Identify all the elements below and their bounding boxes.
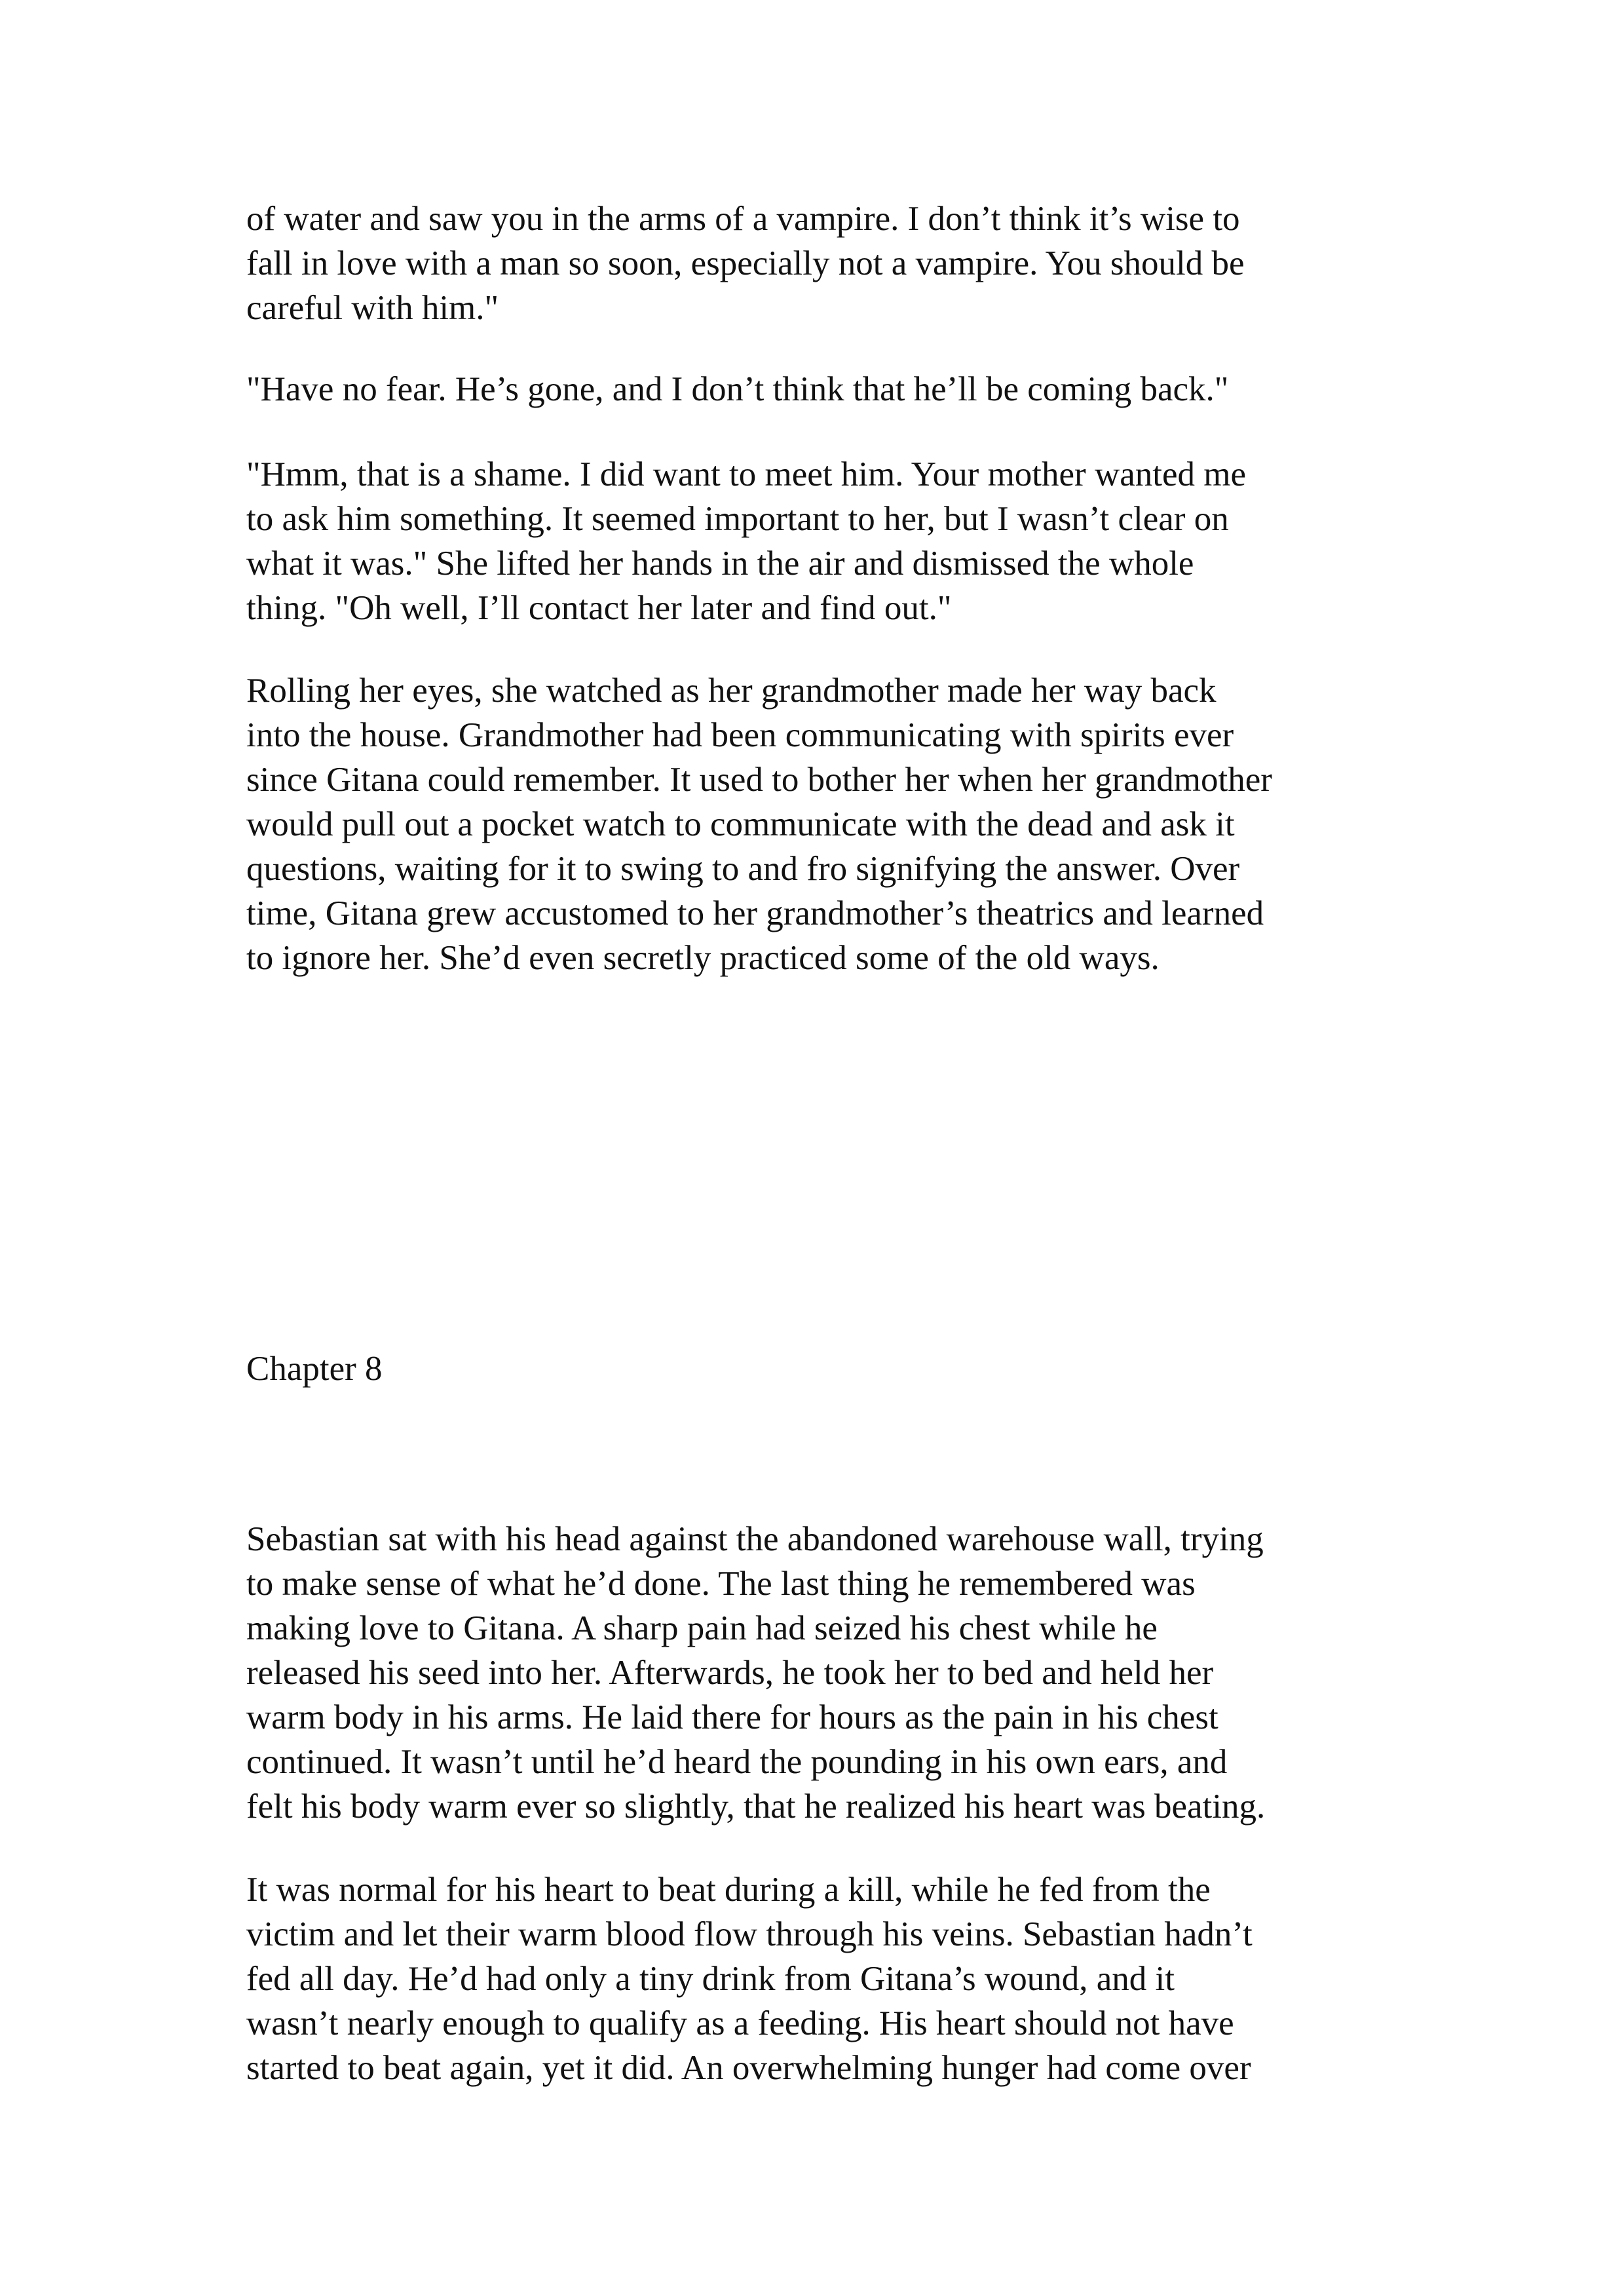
text-line: time, Gitana grew accustomed to her grandmother’s theatrics and learned	[246, 894, 1264, 932]
text-line: of water and saw you in the arms of a vampire. I don’t think it’s wise to	[246, 200, 1240, 238]
text-line: thing. "Oh well, I’ll contact her later and find out."	[246, 589, 952, 627]
text-line: careful with him."	[246, 289, 499, 327]
text-line: into the house. Grandmother had been communicating with spirits ever	[246, 716, 1234, 754]
text-line: to make sense of what he’d done. The last thing he remembered was	[246, 1565, 1196, 1603]
text-line: would pull out a pocket watch to communicate with the dead and ask it	[246, 805, 1235, 843]
text-line: continued. It wasn’t until he’d heard the pounding in his own ears, and	[246, 1743, 1228, 1781]
text-line: to ignore her. She’d even secretly practiced some of the old ways.	[246, 939, 1160, 977]
text-line: warm body in his arms. He laid there for hours as the pain in his chest	[246, 1698, 1218, 1736]
text-line: since Gitana could remember. It used to bother her when her grandmother	[246, 761, 1272, 799]
text-line: fed all day. He’d had only a tiny drink from Gitana’s wound, and it	[246, 1960, 1175, 1998]
chapter-paragraph-2	[246, 1867, 1399, 2090]
text-line: wasn’t nearly enough to qualify as a feeding. His heart should not have	[246, 2004, 1234, 2042]
text-line: felt his body warm ever so slightly, that he realized his heart was beating.	[246, 1788, 1266, 1826]
text-line: "Have no fear. He’s gone, and I don’t think that he’ll be coming back."	[246, 370, 1229, 408]
text-line: started to beat again, yet it did. An overwhelming hunger had come over	[246, 2049, 1251, 2087]
text-line: victim and let their warm blood flow through his veins. Sebastian hadn’t	[246, 1915, 1253, 1953]
text-line: questions, waiting for it to swing to and fro signifying the answer. Over	[246, 850, 1240, 888]
paragraph-4	[246, 668, 1399, 980]
text-line: It was normal for his heart to beat during a kill, while he fed from the	[246, 1871, 1211, 1909]
text-line: Sebastian sat with his head against the abandoned warehouse wall, trying	[246, 1520, 1264, 1558]
text-line: what it was." She lifted her hands in the air and dismissed the whole	[246, 545, 1194, 583]
paragraph-3	[246, 452, 1399, 630]
paragraph-1	[246, 197, 1399, 330]
chapter-paragraph-1	[246, 1517, 1399, 1829]
text-line: to ask him something. It seemed important to her, but I wasn’t clear on	[246, 500, 1229, 538]
text-line: Rolling her eyes, she watched as her grandmother made her way back	[246, 672, 1217, 710]
paragraph-2	[246, 367, 1399, 411]
chapter-heading-text: Chapter 8	[246, 1350, 383, 1388]
text-line: fall in love with a man so soon, especially not a vampire. You should be	[246, 244, 1245, 282]
text-line: "Hmm, that is a shame. I did want to meet him. Your mother wanted me	[246, 455, 1247, 493]
text-line: released his seed into her. Afterwards, he took her to bed and held her	[246, 1654, 1214, 1692]
chapter-heading	[246, 1347, 1399, 1391]
text-line: making love to Gitana. A sharp pain had seized his chest while he	[246, 1609, 1158, 1647]
